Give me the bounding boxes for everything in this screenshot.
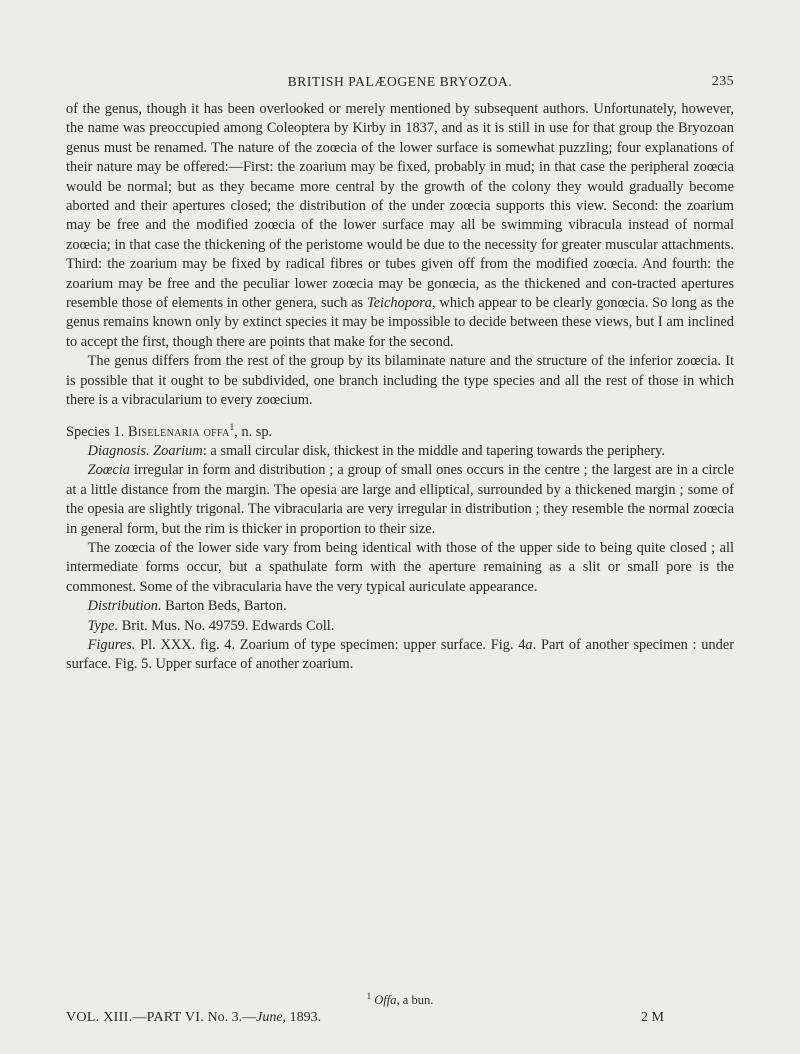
signature-mark: 2 M xyxy=(641,1010,664,1025)
footnote-mark: 1 xyxy=(366,990,372,1001)
diagnosis-label: Diagnosis. xyxy=(87,442,150,459)
footnote-term: Offa xyxy=(374,993,397,1007)
distribution-label: Distribution. xyxy=(87,598,162,615)
zooecia-label: Zoœcia xyxy=(87,462,130,479)
footnote-reference: 1 xyxy=(229,421,235,432)
zoarium-label: Zoarium xyxy=(153,442,203,459)
figures-label: Figures. xyxy=(87,636,136,653)
body-text xyxy=(66,100,734,675)
figure-letter: a xyxy=(525,636,533,653)
footnote: $^1$ Offa, a bun. xyxy=(366,990,434,1007)
paragraph-genus-differences: The genus differs from the rest of the group by its bilaminate nature and the structure of the inferior zoœcia. It is possible that it ought to be subdivided, one branch including the type species and all the rest of those in which there is a vibracularium to every zoœcium. xyxy=(66,353,734,409)
distribution: Distribution. Barton Beds, Barton. xyxy=(87,598,287,615)
footer-month: June, xyxy=(256,1010,287,1025)
genus-name-teichopora: Teichopora xyxy=(366,295,432,312)
figures: Figures. Pl. XXX. fig. 4. Zoarium of type specimen: upper surface. Fig. 4a. Part of another specimen : under surface. Fig. 5. Upper surface of another zoarium. xyxy=(66,636,734,673)
type-label: Type. xyxy=(87,617,119,634)
footer-citation: VOL. XIII.—PART VI. No. 3.—June, 1893. xyxy=(66,1010,322,1025)
diagnosis-lower-side: The zoœcia of the lower side vary from being identical with those of the upper side to being quite closed ; all intermediate forms occur, but a spathulate form with the aperture remaining as a slit or small pore is the commonest. Some of the vibracularia have the very typical auriculate appearance. xyxy=(66,539,734,595)
page-number: 235 xyxy=(711,74,734,89)
running-title: BRITISH PALÆOGENE BRYOZOA. xyxy=(287,74,513,89)
footer-volume: VOL. XIII.—PART VI. xyxy=(66,1010,204,1025)
species-name: Biselenaria offa xyxy=(127,423,230,440)
species-heading: Species 1. Biselenaria offa$^1$, n. sp. xyxy=(66,421,273,440)
page-footer xyxy=(66,1010,734,1030)
type-specimen: Type. Brit. Mus. No. 49759. Edwards Coll. xyxy=(87,617,335,634)
paragraph-genus-discussion: of the genus, though it has been overlooked or merely mentioned by subsequent authors. Unfortunately, however, the name was preoccupied among Coleoptera by Kirby in 1837, and as it is still in use for that group the Bryozoan genus must be renamed. The nature of the zoœcia of the lower surface is somewhat puzzling; four explanations of their nature may be offered:—First: the zoarium may be fixed, probably in mud; in that case the peripheral zoœcia would be normal; but as they became more central by the growth of the colony they would gradually become aborted and their apertures closed; the distribution of the under zoœcia supports this view. Second: the zoarium may be free and the modified zoœcia of the lower surface may all be swimming vibracula instead of normal zoœcia; in that case the thickening of the peristome would be due to the necessity for greater muscular attachments. Third: the zoarium may be fixed by radical fibres or tubes given off from the modified zoœcia. And fourth: the zoarium may be free and the peculiar lower zoœcia may be gonœcia, as the thickened and con-tracted apertures resemble those of elements in other genera, such as Teichopora, which appear to be clearly gonœcia. So long as the genus remains known only by extinct species it may be impossible to decide between these views, but I am inclined to accept the first, though there are points that make for the second. xyxy=(66,101,734,350)
diagnosis-zoarium: Diagnosis. Zoarium: a small circular disk, thickest in the middle and tapering towards the periphery. xyxy=(87,442,665,459)
running-head xyxy=(66,74,734,94)
diagnosis-zooecia: Zoœcia irregular in form and distribution ; a group of small ones occurs in the centre ; the largest are in a circle at a little distance from the margin. The opesia are large and elliptical, surrounded by a thickened margin ; some of the opesia are slightly trigonal. The vibracularia are very irregular in distribution ; they resemble the normal zoœcia in general form, but the rim is thicker in proportion to their size. xyxy=(66,462,734,537)
